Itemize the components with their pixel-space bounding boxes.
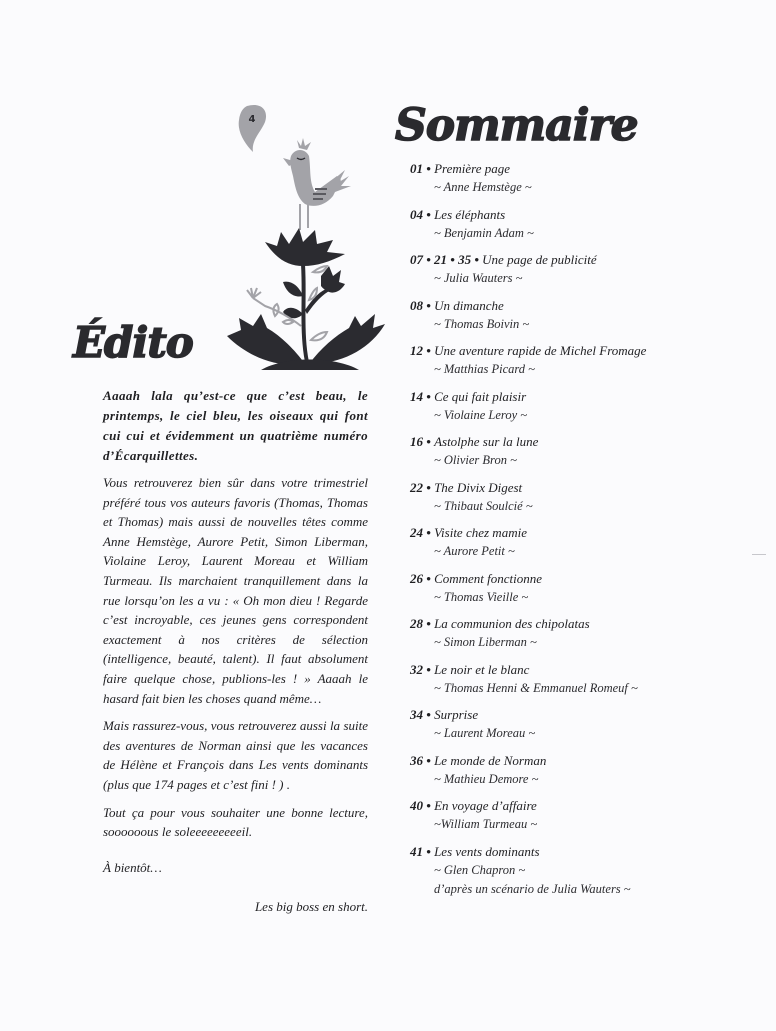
toc-page-numbers: 36 xyxy=(410,752,423,768)
bullet-separator: • xyxy=(423,843,435,859)
toc-author: ~ Matthias Picard ~ xyxy=(434,362,535,376)
bullet-separator: • xyxy=(423,161,435,176)
toc-page-numbers: 41 xyxy=(410,843,423,859)
toc-story-title: Surprise xyxy=(434,707,479,722)
toc-author: ~ Mathieu Demore ~ xyxy=(434,771,539,786)
toc-page-numbers: 24 xyxy=(410,525,423,540)
toc-entry xyxy=(410,523,730,569)
toc-entry xyxy=(410,159,730,205)
toc-story-title: Ce qui fait plaisir xyxy=(434,388,527,404)
toc-author: ~ Anne Hemstège ~ xyxy=(434,180,532,194)
toc-author: ~ Thomas Henni & Emmanuel Romeuf ~ xyxy=(434,680,638,695)
bird-on-flower-illustration xyxy=(225,100,390,370)
edito-lead: Aaaah lala qu’est-ce que c’est beau, le printemps, le ciel bleu, les oiseaux qui font cui cui et évidemment un quatrième numéro d’Écarquillettes. xyxy=(103,388,368,463)
bullet-separator: • xyxy=(423,661,435,677)
toc-entry xyxy=(410,478,730,524)
bullet-separator: • xyxy=(423,616,435,631)
bullet-separator: • xyxy=(423,388,435,404)
toc-author: ~ Laurent Moreau ~ xyxy=(434,726,536,740)
edito-paragraph: Tout ça pour vous souhaiter une bonne lecture, soooooous le soleeeeeeeeeil. xyxy=(103,804,368,840)
toc-entry xyxy=(410,341,730,387)
toc-entry xyxy=(410,796,730,842)
toc-author: ~ Simon Liberman ~ xyxy=(434,635,537,649)
toc-story-title: Les vents dominants xyxy=(434,843,540,859)
toc-page-numbers: 04 xyxy=(410,206,423,222)
toc-story-title: Une page de publicité xyxy=(482,252,597,267)
toc-entry xyxy=(410,842,730,896)
table-of-contents xyxy=(410,159,730,896)
toc-story-title: Le noir et le blanc xyxy=(434,661,530,677)
toc-entry xyxy=(410,205,730,251)
toc-page-numbers: 12 xyxy=(410,343,423,358)
toc-entry xyxy=(410,569,730,615)
toc-page-numbers: 22 xyxy=(410,479,423,495)
toc-entry xyxy=(410,705,730,751)
toc-entry xyxy=(410,432,730,478)
toc-story-title: Une aventure rapide de Michel Fromage xyxy=(434,343,647,358)
toc-story-title: En voyage d’affaire xyxy=(434,798,537,813)
toc-entry-title-line xyxy=(410,569,730,588)
toc-page-numbers: 32 xyxy=(410,661,423,677)
toc-page-numbers: 01 xyxy=(410,161,423,176)
toc-entry-title-line xyxy=(410,341,730,360)
sommaire-heading: Sommaire xyxy=(395,100,638,151)
toc-entry-title-line xyxy=(410,432,730,451)
flower-plant-icon xyxy=(227,228,385,370)
toc-entry xyxy=(410,751,730,797)
toc-page-numbers: 26 xyxy=(410,570,423,586)
toc-entry xyxy=(410,614,730,660)
toc-author: ~William Turmeau ~ xyxy=(434,817,538,831)
toc-entry xyxy=(410,387,730,433)
toc-entry-title-line xyxy=(410,842,730,861)
edito-heading: Édito xyxy=(73,318,193,367)
toc-page-numbers: 16 xyxy=(410,434,423,449)
edito-sign-off: À bientôt… xyxy=(103,859,162,875)
toc-story-title: Astolphe sur la lune xyxy=(434,434,539,449)
toc-entry-title-line xyxy=(410,705,730,724)
toc-page-numbers: 08 xyxy=(410,297,423,313)
bullet-separator: • xyxy=(423,798,435,813)
margin-tick xyxy=(752,554,766,555)
toc-entry-title-line xyxy=(410,660,730,679)
toc-author: ~ Glen Chapron ~ xyxy=(434,862,526,877)
bird-icon xyxy=(283,138,351,230)
toc-author: ~ Olivier Bron ~ xyxy=(434,453,517,467)
bullet-separator: • xyxy=(471,252,483,267)
bullet-separator: • xyxy=(423,570,435,586)
edito-paragraph: Mais rassurez-vous, vous retrouverez aussi la suite des aventures de Norman ainsi que les vacances de Hélène et François dans Les vents dominants (plus que 174 pages et c’est fini ! ) . xyxy=(103,718,368,792)
toc-entry-title-line xyxy=(410,387,730,406)
edito-paragraph: Vous retrouverez bien sûr dans votre trimestriel préféré tous vos auteurs favoris (Thomas, Thomas et Thomas) mais aussi de nouvelles têtes comme Anne Hemstège, Aurore Petit, Simon Liberman, Violaine Leroy, Laurent Moreau et William Turmeau. Ils marchaient tranquillement dans la rue lorsqu’on les a vu : « Oh mon dieu ! Regarde c’est incroyable, ces jeunes gens correspondent exactement à nos critères de sélection (intelligence, beauté, talent). Il faut absolument faire quelque chose, publions-les ! » Aaaah le hasard fait bien les choses quand même… xyxy=(103,475,368,706)
toc-story-title: Les éléphants xyxy=(434,206,506,222)
toc-entry-title-line xyxy=(410,751,730,770)
bullet-separator: • xyxy=(423,206,435,222)
toc-page-numbers: 40 xyxy=(410,798,423,813)
toc-note: d’après un scénario de Julia Wauters ~ xyxy=(434,881,631,896)
toc-author: ~ Aurore Petit ~ xyxy=(434,544,515,558)
bullet-separator: • xyxy=(423,343,435,358)
bullet-separator: • xyxy=(423,707,435,722)
bullet-separator: • xyxy=(423,525,435,540)
toc-entry-title-line xyxy=(410,205,730,224)
toc-story-title: Comment fonctionne xyxy=(434,570,543,586)
toc-entry-title-line xyxy=(410,796,730,815)
toc-entry xyxy=(410,250,730,296)
edito-column xyxy=(103,386,368,925)
toc-author: ~ Thibaut Soulcié ~ xyxy=(434,498,533,513)
toc-story-title: The Divix Digest xyxy=(434,479,523,495)
toc-entry-title-line xyxy=(410,523,730,542)
toc-story-title: Un dimanche xyxy=(434,297,504,313)
edito-signature: Les big boss en short. xyxy=(254,899,368,915)
toc-entry-title-line xyxy=(410,614,730,633)
toc-entry xyxy=(410,296,730,342)
bullet-separator: • xyxy=(423,479,435,495)
bullet-separator: • xyxy=(423,297,435,313)
speech-bubble-number: 4 xyxy=(248,114,256,125)
speech-bubble-icon xyxy=(239,105,266,152)
toc-story-title: Visite chez mamie xyxy=(434,525,527,540)
toc-author: ~ Thomas Vieille ~ xyxy=(434,589,529,604)
toc-page-numbers: 34 xyxy=(410,707,423,722)
toc-author: ~ Benjamin Adam ~ xyxy=(434,225,534,240)
toc-page-numbers: 28 xyxy=(410,616,423,631)
toc-page-numbers: 07 • 21 • 35 xyxy=(410,252,472,267)
toc-author: ~ Thomas Boivin ~ xyxy=(434,316,530,331)
toc-entry-title-line xyxy=(410,250,730,269)
bullet-separator: • xyxy=(423,752,435,768)
toc-entry-title-line xyxy=(410,159,730,178)
toc-story-title: La communion des chipolatas xyxy=(434,616,590,631)
toc-author: ~ Julia Wauters ~ xyxy=(434,271,523,285)
toc-entry xyxy=(410,660,730,706)
toc-entry-title-line xyxy=(410,478,730,497)
toc-story-title: Première page xyxy=(434,161,510,176)
toc-page-numbers: 14 xyxy=(410,388,423,404)
toc-author: ~ Violaine Leroy ~ xyxy=(434,407,528,422)
toc-story-title: Le monde de Norman xyxy=(434,752,547,768)
toc-entry-title-line xyxy=(410,296,730,315)
bullet-separator: • xyxy=(423,434,435,449)
